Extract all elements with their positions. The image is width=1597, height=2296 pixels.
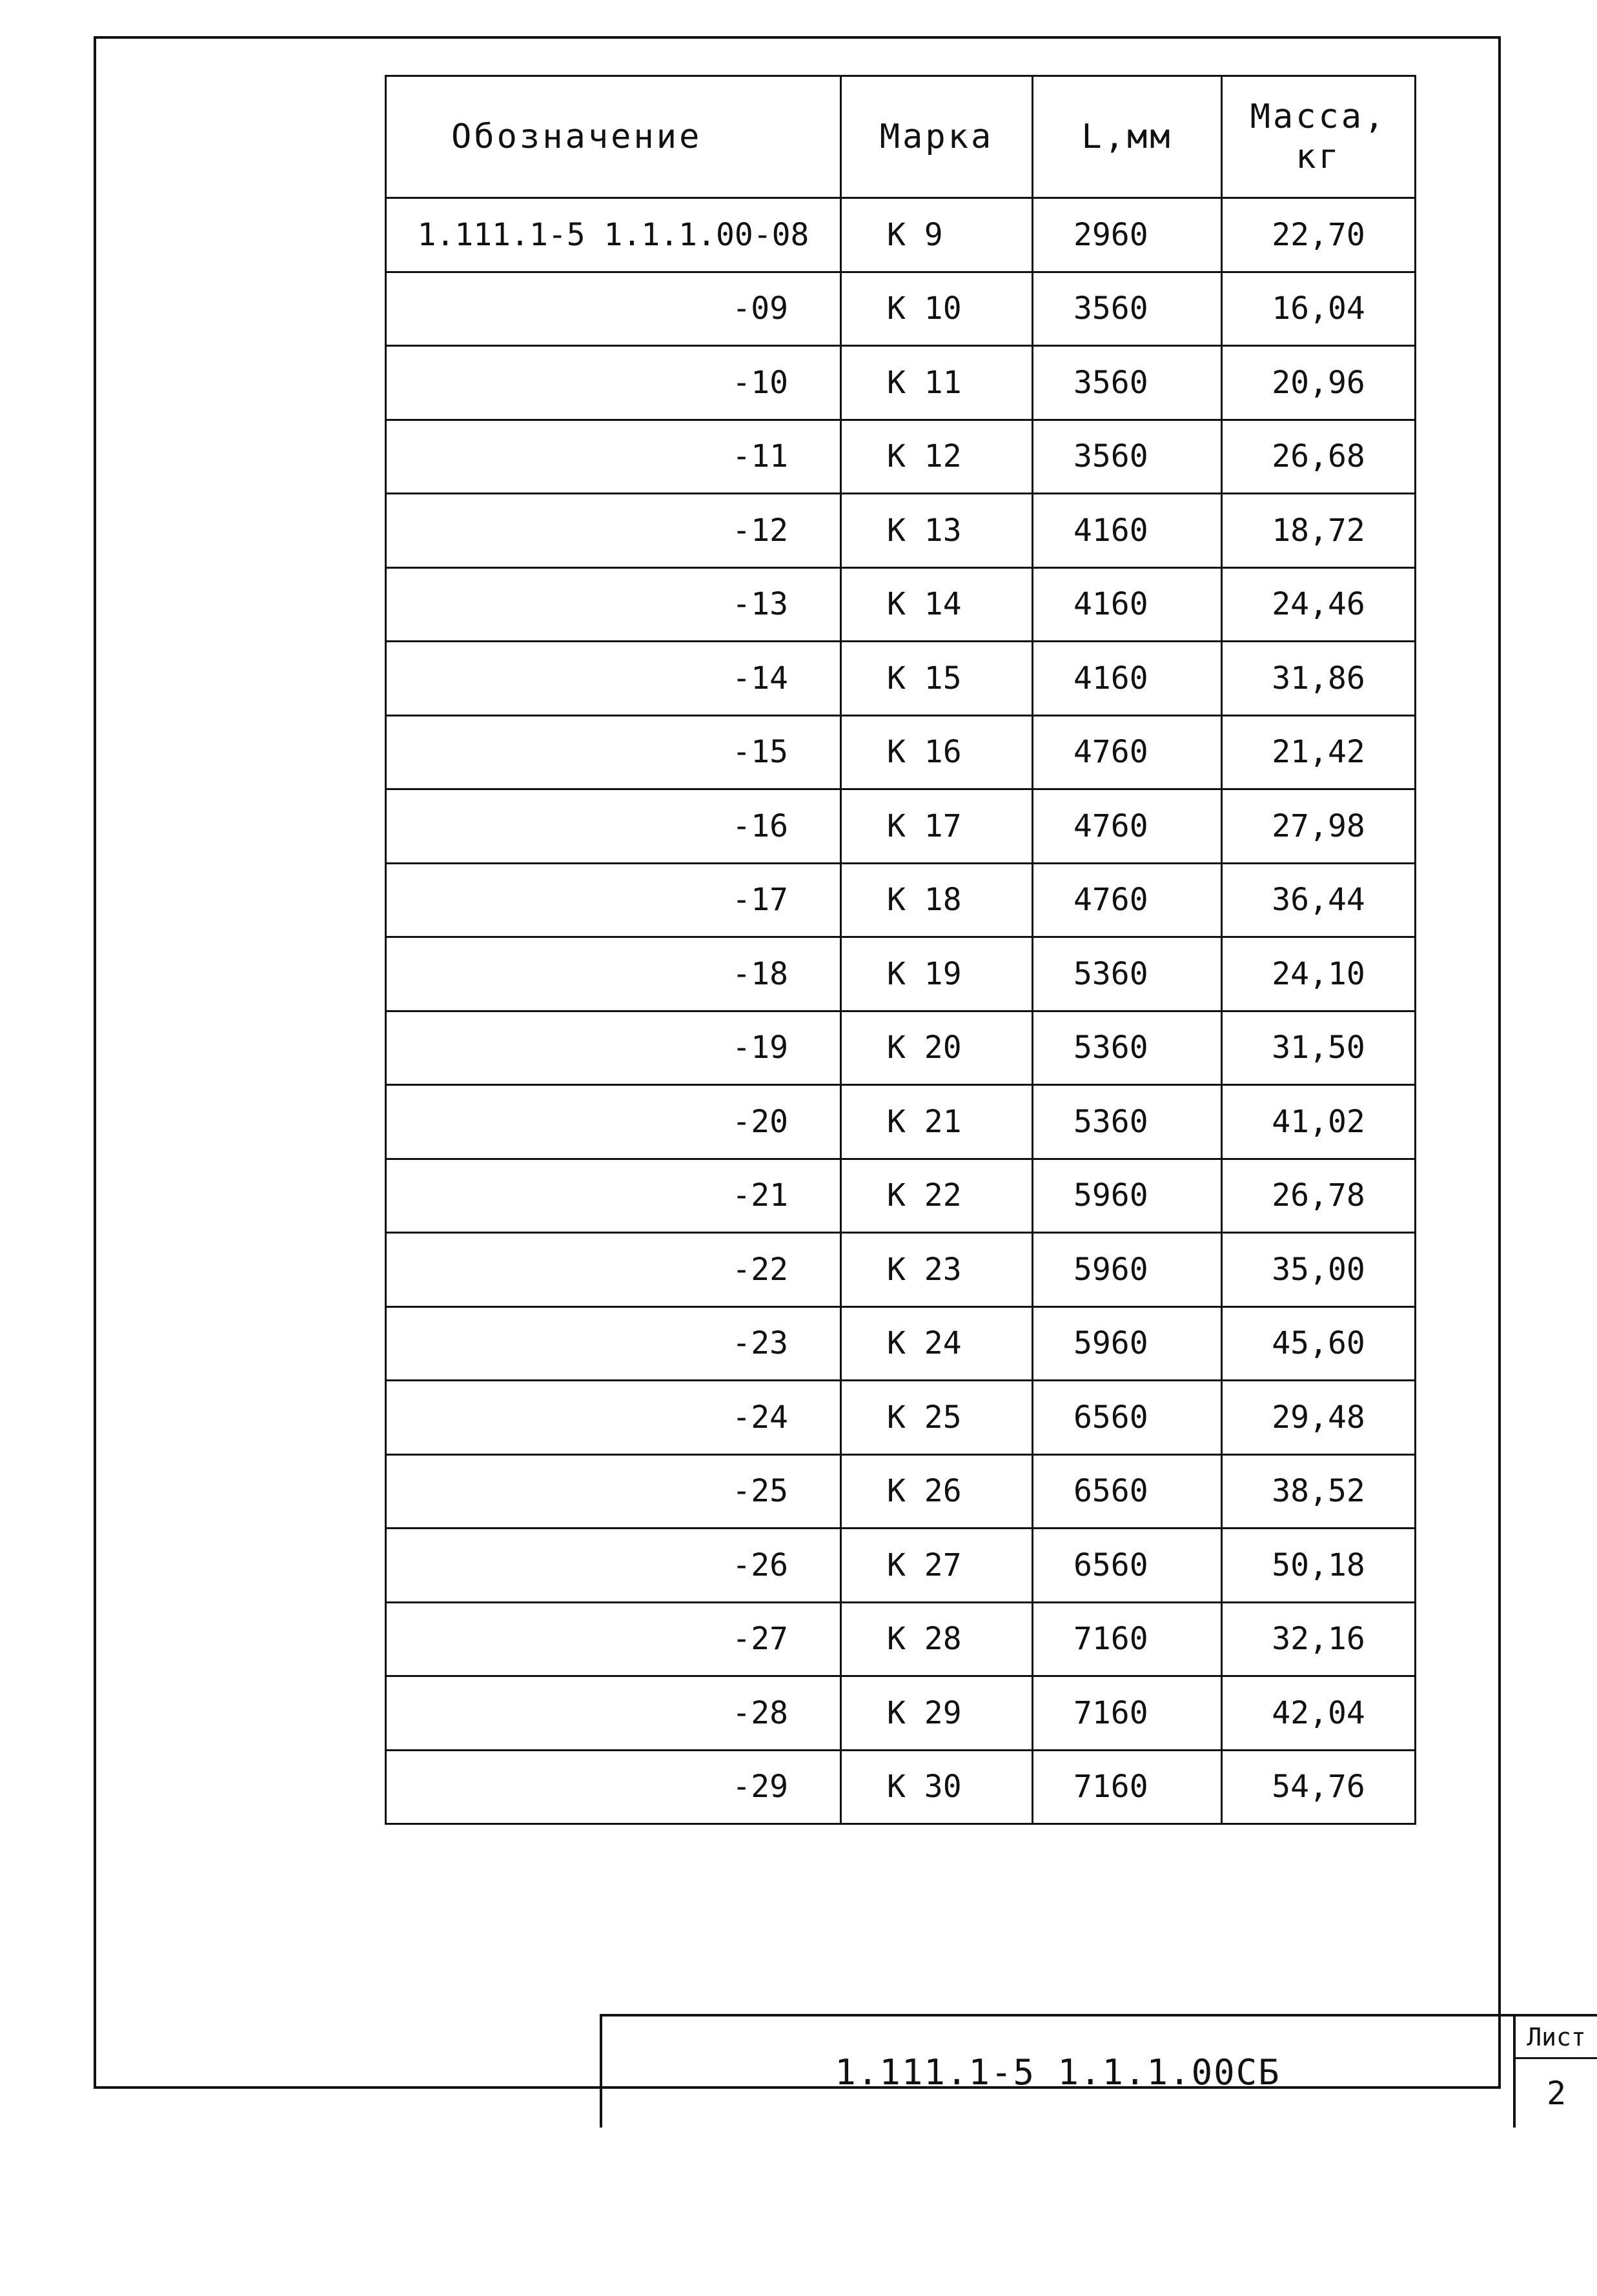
- cell-mark: К 14: [841, 567, 1033, 642]
- cell-designation: -22: [386, 1233, 841, 1307]
- table-row: [386, 272, 1416, 346]
- cell-mark: К 21: [841, 1085, 1033, 1159]
- table-row: [386, 1085, 1416, 1159]
- cell-mass: 20,96: [1222, 346, 1416, 420]
- cell-length: 7160: [1033, 1602, 1222, 1676]
- cell-length: 3560: [1033, 346, 1222, 420]
- cell-designation: -20: [386, 1085, 841, 1159]
- cell-designation: -13: [386, 567, 841, 642]
- cell-mass: 27,98: [1222, 789, 1416, 864]
- table-row: [386, 1381, 1416, 1455]
- cell-length: 5360: [1033, 1011, 1222, 1085]
- table-row: [386, 198, 1416, 272]
- table-row: [386, 420, 1416, 494]
- cell-mark: К 10: [841, 272, 1033, 346]
- cell-mass: 26,68: [1222, 420, 1416, 494]
- cell-designation: -24: [386, 1381, 841, 1455]
- cell-mass: 29,48: [1222, 1381, 1416, 1455]
- cell-length: 6560: [1033, 1381, 1222, 1455]
- cell-mark: К 20: [841, 1011, 1033, 1085]
- cell-designation: -15: [386, 715, 841, 789]
- table-header-row: [386, 76, 1416, 198]
- cell-length: 5960: [1033, 1306, 1222, 1381]
- table-row: [386, 1011, 1416, 1085]
- cell-length: 4760: [1033, 789, 1222, 864]
- cell-mark: К 25: [841, 1381, 1033, 1455]
- cell-mark: К 24: [841, 1306, 1033, 1381]
- cell-designation: -29: [386, 1750, 841, 1824]
- cell-mass: 35,00: [1222, 1233, 1416, 1307]
- cell-designation: -23: [386, 1306, 841, 1381]
- header-mass: [1222, 76, 1416, 198]
- cell-designation: -09: [386, 272, 841, 346]
- table-row: [386, 642, 1416, 716]
- cell-designation: -19: [386, 1011, 841, 1085]
- cell-designation: -26: [386, 1529, 841, 1603]
- cell-mass: 50,18: [1222, 1529, 1416, 1603]
- header-mass-line1: Масса,: [1250, 97, 1387, 136]
- cell-mass: 21,42: [1222, 715, 1416, 789]
- cell-length: 7160: [1033, 1750, 1222, 1824]
- cell-mark: К 17: [841, 789, 1033, 864]
- cell-length: 4160: [1033, 567, 1222, 642]
- cell-length: 4160: [1033, 494, 1222, 568]
- cell-mass: 31,86: [1222, 642, 1416, 716]
- cell-designation: -10: [386, 346, 841, 420]
- sheet-number: 2: [1546, 2075, 1567, 2112]
- table-row: [386, 1750, 1416, 1824]
- cell-designation: -11: [386, 420, 841, 494]
- cell-mark: К 23: [841, 1233, 1033, 1307]
- cell-designation: -12: [386, 494, 841, 568]
- cell-length: 4160: [1033, 642, 1222, 716]
- drawing-frame: [94, 36, 1586, 2112]
- cell-mass: 45,60: [1222, 1306, 1416, 1381]
- cell-mass: 26,78: [1222, 1159, 1416, 1233]
- table-row: [386, 1159, 1416, 1233]
- cell-mark: К 15: [841, 642, 1033, 716]
- table-row: [386, 1454, 1416, 1529]
- table-row: [386, 494, 1416, 568]
- cell-mark: К 11: [841, 346, 1033, 420]
- cell-length: 5960: [1033, 1159, 1222, 1233]
- table-row: [386, 1529, 1416, 1603]
- cell-length: 3560: [1033, 420, 1222, 494]
- cell-mass: 32,16: [1222, 1602, 1416, 1676]
- header-mark: Марка: [841, 76, 1033, 198]
- cell-mass: 24,10: [1222, 937, 1416, 1011]
- document-code: 1.111.1-5 1.1.1.00СБ: [602, 2017, 1516, 2128]
- cell-length: 7160: [1033, 1676, 1222, 1751]
- header-designation: Обозначение: [386, 76, 841, 198]
- header-mass-line2: кг: [1296, 137, 1341, 176]
- table-row: [386, 863, 1416, 937]
- specification-table: [385, 75, 1416, 1825]
- cell-mass: 54,76: [1222, 1750, 1416, 1824]
- table-row: [386, 937, 1416, 1011]
- cell-mass: 38,52: [1222, 1454, 1416, 1529]
- table-row: [386, 789, 1416, 864]
- cell-designation: -17: [386, 863, 841, 937]
- header-length: L,мм: [1033, 76, 1222, 198]
- cell-length: 5360: [1033, 1085, 1222, 1159]
- cell-length: 5360: [1033, 937, 1222, 1011]
- cell-designation: -14: [386, 642, 841, 716]
- cell-mark: К 22: [841, 1159, 1033, 1233]
- cell-mark: К 19: [841, 937, 1033, 1011]
- table-row: [386, 1676, 1416, 1751]
- cell-mark: К 9: [841, 198, 1033, 272]
- cell-mass: 41,02: [1222, 1085, 1416, 1159]
- cell-length: 3560: [1033, 272, 1222, 346]
- cell-designation: -16: [386, 789, 841, 864]
- cell-mass: 18,72: [1222, 494, 1416, 568]
- cell-mark: К 13: [841, 494, 1033, 568]
- cell-mass: 31,50: [1222, 1011, 1416, 1085]
- sheet-label: Лист: [1516, 2017, 1597, 2059]
- cell-length: 2960: [1033, 198, 1222, 272]
- cell-length: 6560: [1033, 1529, 1222, 1603]
- cell-designation: -18: [386, 937, 841, 1011]
- cell-designation: -27: [386, 1602, 841, 1676]
- cell-designation: 1.111.1-5 1.1.1.00-08: [386, 198, 841, 272]
- title-block: [600, 2014, 1597, 2128]
- cell-length: 6560: [1033, 1454, 1222, 1529]
- cell-designation: -21: [386, 1159, 841, 1233]
- table-row: [386, 1306, 1416, 1381]
- table-row: [386, 346, 1416, 420]
- cell-mark: К 27: [841, 1529, 1033, 1603]
- table-row: [386, 1233, 1416, 1307]
- cell-mark: К 12: [841, 420, 1033, 494]
- cell-mass: 22,70: [1222, 198, 1416, 272]
- cell-designation: -28: [386, 1676, 841, 1751]
- table-row: [386, 715, 1416, 789]
- cell-designation: -25: [386, 1454, 841, 1529]
- cell-mark: К 26: [841, 1454, 1033, 1529]
- cell-length: 4760: [1033, 715, 1222, 789]
- cell-mass: 36,44: [1222, 863, 1416, 937]
- cell-mark: К 29: [841, 1676, 1033, 1751]
- cell-mark: К 30: [841, 1750, 1033, 1824]
- cell-length: 4760: [1033, 863, 1222, 937]
- table-row: [386, 1602, 1416, 1676]
- cell-mark: К 18: [841, 863, 1033, 937]
- cell-mark: К 16: [841, 715, 1033, 789]
- table-row: [386, 567, 1416, 642]
- cell-mass: 24,46: [1222, 567, 1416, 642]
- cell-mark: К 28: [841, 1602, 1033, 1676]
- cell-length: 5960: [1033, 1233, 1222, 1307]
- cell-mass: 42,04: [1222, 1676, 1416, 1751]
- cell-mass: 16,04: [1222, 272, 1416, 346]
